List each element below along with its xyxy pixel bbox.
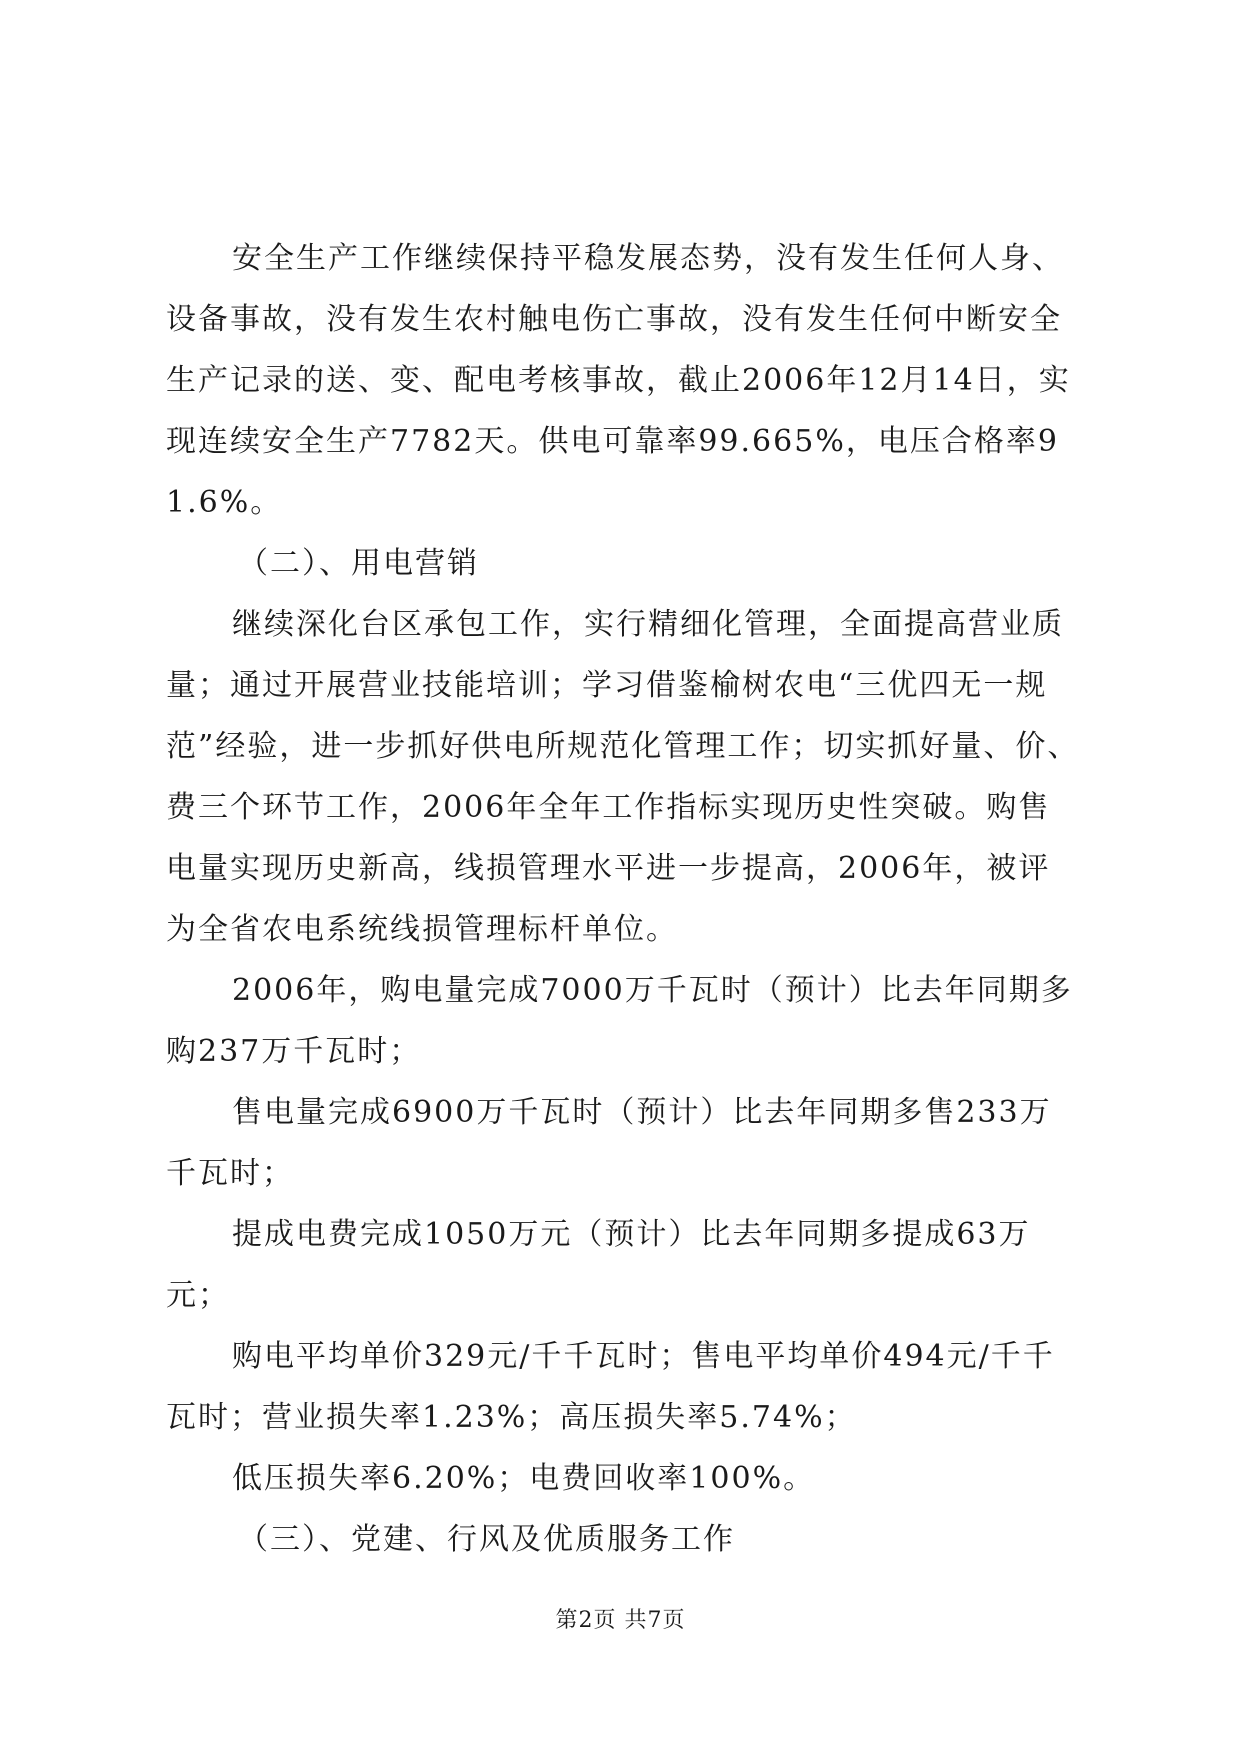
paragraph-loss-rates: 低压损失率6.20%；电费回收率100%。 — [232, 1461, 816, 1496]
paragraph-sales: 售电量完成6900万千瓦时（预计）比去年同期多售233万千瓦时； — [166, 1095, 1052, 1191]
paragraph-prices: 购电平均单价329元/千千瓦时；售电平均单价494元/千千瓦时；营业损失率1.23%；高压损失率5.74%； — [166, 1339, 1055, 1435]
document-body — [166, 228, 1081, 1570]
paragraph-safety: 安全生产工作继续保持平稳发展态势，没有发生任何人身、设备事故，没有发生农村触电伤亡事故，没有发生任何中断安全生产记录的送、变、配电考核事故，截止2006年12月14日，实现连续安全生产7782天。供电可靠率99.665%，电压合格率91.6%。 — [166, 241, 1071, 520]
paragraph-purchase: 2006年，购电量完成7000万千瓦时（预计）比去年同期多购237万千瓦时； — [166, 973, 1073, 1069]
section-heading-party: （三）、党建、行风及优质服务工作 — [238, 1522, 735, 1557]
page-number: 第2页 共7页 — [555, 1608, 686, 1633]
paragraph-commission: 提成电费完成1050万元（预计）比去年同期多提成63万元； — [166, 1217, 1031, 1313]
paragraph-marketing: 继续深化台区承包工作，实行精细化管理，全面提高营业质量；通过开展营业技能培训；学习借鉴榆树农电“三优四无一规范”经验，进一步抓好供电所规范化管理工作；切实抓好量、价、费三个环节工作，2006年全年工作指标实现历史性突破。购售电量实现历史新高，线损管理水平进一步提高，2006年，被评为全省农电系统线损管理标杆单位。 — [166, 607, 1080, 947]
section-heading-marketing: （二）、用电营销 — [238, 546, 479, 581]
